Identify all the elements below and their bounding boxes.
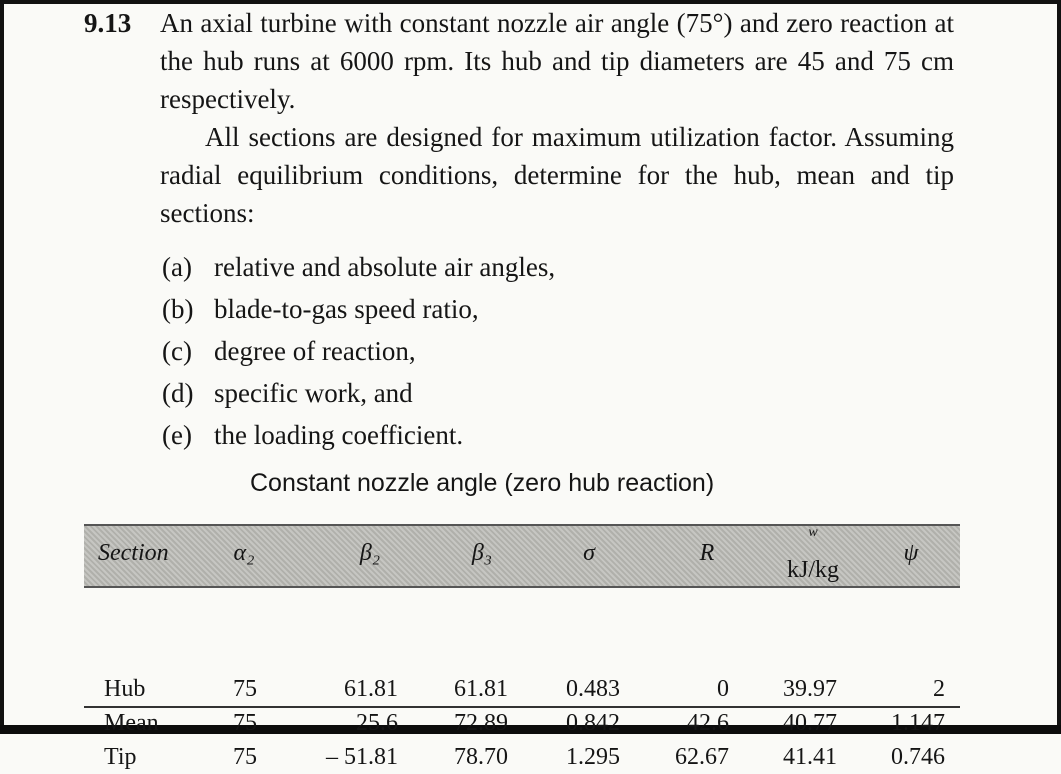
cell-beta2: 25.6 <box>356 710 398 736</box>
cell-psi: 0.746 <box>891 744 945 770</box>
header-reaction: R <box>699 540 715 566</box>
question-part-label: (a) <box>162 252 192 282</box>
cell-reaction: 62.67 <box>675 744 729 770</box>
cell-work: 39.97 <box>783 676 837 702</box>
cell-beta3: 78.70 <box>454 744 508 770</box>
problem-block <box>84 4 954 456</box>
results-table <box>84 524 960 770</box>
cell-section: Mean <box>104 710 159 736</box>
cell-alpha2: 75 <box>233 744 257 770</box>
table-body <box>84 588 960 770</box>
cell-reaction: 0 <box>717 676 729 702</box>
cell-beta2: 61.81 <box>344 676 398 702</box>
header-beta2: β₂ <box>359 540 381 566</box>
question-part <box>162 372 954 414</box>
cell-reaction: 42.6 <box>687 710 729 736</box>
table-row <box>84 740 960 774</box>
table-title: Constant nozzle angle (zero hub reaction) <box>250 469 715 497</box>
header-work-symbol: w <box>808 525 818 540</box>
cell-work: 40.77 <box>783 710 837 736</box>
header-beta3: β₃ <box>471 540 493 566</box>
cell-alpha2: 75 <box>233 676 257 702</box>
question-part <box>162 246 954 288</box>
cell-sigma: 0.483 <box>566 676 620 702</box>
table-header-row <box>84 524 960 588</box>
question-part <box>162 414 954 456</box>
question-part-text: degree of reaction, <box>214 336 416 366</box>
cell-section: Tip <box>104 744 137 770</box>
question-parts-list <box>84 246 954 456</box>
cell-sigma: 1.295 <box>566 744 620 770</box>
problem-number: 9.13 <box>84 8 132 38</box>
cell-sigma: 0.842 <box>566 710 620 736</box>
cell-section: Hub <box>104 676 146 702</box>
question-part-text: the loading coefficient. <box>214 420 464 450</box>
question-part-label: (c) <box>162 336 192 366</box>
problem-instruction-paragraph <box>84 118 954 232</box>
question-part-text: specific work, and <box>214 378 413 408</box>
header-alpha2: α₂ <box>233 540 255 566</box>
cell-psi: 2 <box>933 676 945 702</box>
header-section: Section <box>98 540 169 566</box>
page-border-left <box>0 0 4 734</box>
problem-statement: An axial turbine with constant nozzle air angle (75°) and zero reaction at the hub runs at 6000 rpm. Its hub and tip diameters are 45 and 75 cm respectively. <box>160 8 954 114</box>
question-part-label: (b) <box>162 294 194 324</box>
table-row <box>84 672 960 706</box>
cell-psi: 1.147 <box>891 710 945 736</box>
page-border-right <box>1057 0 1061 734</box>
problem-instruction: All sections are designed for maximum utilization factor. Assuming radial equilibrium conditions, determine for the hub, mean and tip sections: <box>160 122 954 228</box>
header-sigma: σ <box>583 540 595 566</box>
table-row <box>84 706 960 740</box>
cell-beta3: 72.89 <box>454 710 508 736</box>
question-part <box>162 288 954 330</box>
cell-work: 41.41 <box>783 744 837 770</box>
cell-beta3: 61.81 <box>454 676 508 702</box>
question-part-text: blade-to-gas speed ratio, <box>214 294 479 324</box>
question-part-label: (d) <box>162 378 194 408</box>
header-psi: ψ <box>903 540 919 566</box>
header-work-unit: kJ/kg <box>786 557 839 583</box>
question-part <box>162 330 954 372</box>
cell-beta2: – 51.81 <box>326 744 398 770</box>
question-part-text: relative and absolute air angles, <box>214 252 556 282</box>
cell-alpha2: 75 <box>233 710 257 736</box>
problem-statement-paragraph <box>84 4 954 118</box>
question-part-label: (e) <box>162 420 192 450</box>
